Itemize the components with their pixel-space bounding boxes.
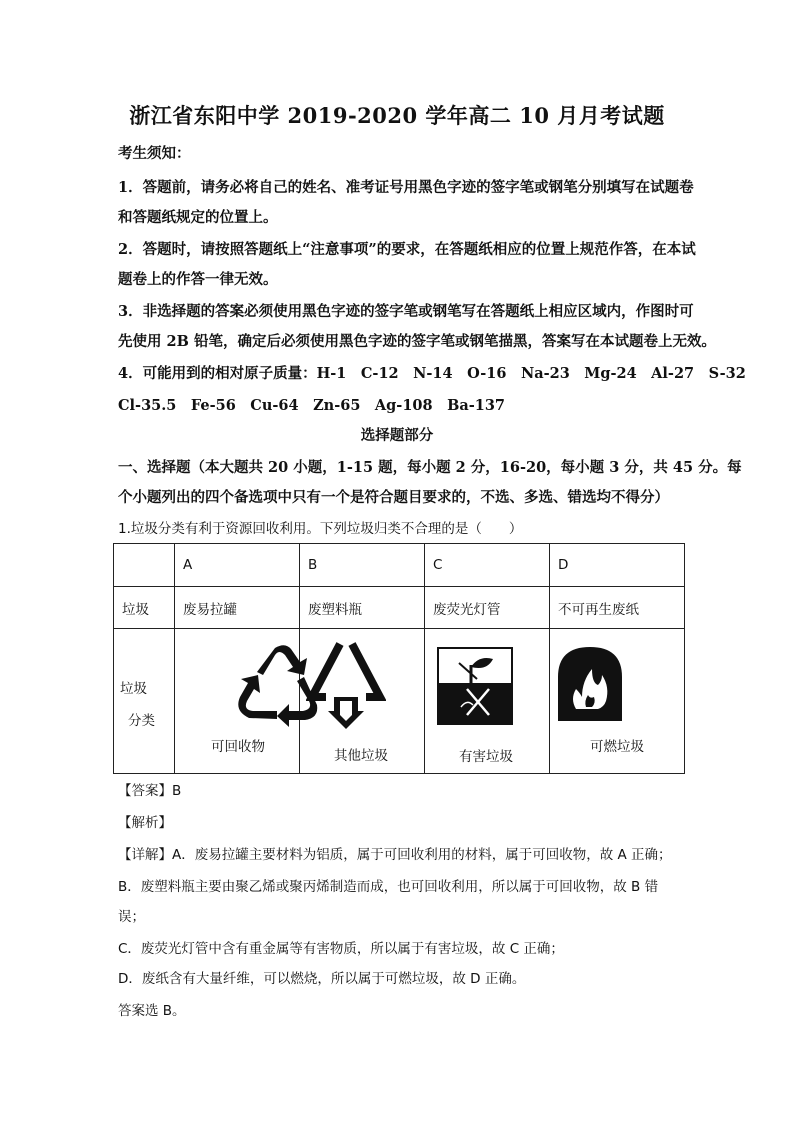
flammable-waste-icon — [558, 647, 622, 725]
notice-line: 1．答题前，请务必将自己的姓名、准考证号用黑色字迹的签字笔或钢笔分别填写在试题卷 — [118, 179, 694, 196]
analysis-line: C．废荧光灯管中含有重金属等有害物质，所以属于有害垃圾，故 C 正确； — [118, 941, 564, 957]
part-one-line: 个小题列出的四个备选项中只有一个是符合题目要求的，不选、多选、错选均不得分） — [118, 489, 669, 506]
notice-line: 4．可能用到的相对原子质量：H-1 C-12 N-14 O-16 Na-23 Mg-24 Al-27 S-32 — [118, 365, 746, 382]
row-label: 垃圾 — [120, 681, 147, 697]
option-header: D — [550, 544, 685, 587]
analysis-line: 误； — [118, 909, 145, 925]
option-header: A — [175, 544, 300, 587]
waste-classification-table — [113, 543, 685, 774]
notice-line: 2．答题时，请按照答题纸上“注意事项”的要求，在答题纸相应的位置上规范作答，在本试 — [118, 241, 696, 258]
category-cell — [175, 629, 300, 774]
notice-line: 和答题纸规定的位置上。 — [118, 209, 278, 226]
category-cell — [300, 629, 425, 774]
table-cell — [114, 544, 175, 587]
notice-line: 题卷上的作答一律无效。 — [118, 271, 278, 288]
waste-item: 废易拉罐 — [175, 587, 300, 629]
waste-item: 不可再生废纸 — [550, 587, 685, 629]
row-label: 分类 — [128, 713, 155, 729]
analysis-line: 【详解】A．废易拉罐主要材料为铝质，属于可回收利用的材料，属于可回收物，故 A 正确； — [118, 847, 672, 863]
row-label-cell — [114, 629, 175, 774]
part-one-line: 一、选择题（本大题共 20 小题，1-15 题，每小题 2 分，16-20，每小题 3 分，共 45 分。每 — [118, 459, 742, 476]
notice-heading: 考生须知： — [118, 145, 191, 162]
category-label: 其他垃圾 — [334, 748, 388, 764]
option-header: C — [425, 544, 550, 587]
analysis-heading: 【解析】 — [118, 815, 172, 831]
analysis-line: 答案选 B。 — [118, 1003, 186, 1019]
hazardous-waste-icon — [437, 647, 513, 729]
section-title: 选择题部分 — [360, 427, 434, 444]
analysis-line: B．废塑料瓶主要由聚乙烯或聚丙烯制造而成，也可回收利用，所以属于可回收物，故 B 错 — [118, 879, 659, 895]
analysis-line: D．废纸含有大量纤维，可以燃烧，所以属于可燃垃圾，故 D 正确。 — [118, 971, 526, 987]
category-label: 有害垃圾 — [459, 749, 513, 765]
notice-line: Cl-35.5 Fe-56 Cu-64 Zn-65 Ag-108 Ba-137 — [118, 397, 506, 414]
option-header: B — [300, 544, 425, 587]
row-label: 垃圾 — [114, 587, 175, 629]
page-title: 浙江省东阳中学 2019-2020 学年高二 10 月月考试题 — [129, 103, 665, 128]
category-label: 可燃垃圾 — [590, 739, 644, 755]
answer-line: 【答案】B — [118, 783, 182, 799]
category-cell — [550, 629, 685, 774]
question-text: 1.垃圾分类有利于资源回收利用。下列垃圾归类不合理的是（ ） — [118, 521, 523, 537]
other-waste-icon — [306, 639, 386, 735]
waste-item: 废塑料瓶 — [300, 587, 425, 629]
category-label: 可回收物 — [211, 739, 265, 755]
waste-item: 废荧光灯管 — [425, 587, 550, 629]
notice-line: 先使用 2B 铅笔，确定后必须使用黑色字迹的签字笔或钢笔描黑，答案写在本试题卷上无效。 — [118, 333, 716, 350]
category-cell — [425, 629, 550, 774]
notice-line: 3．非选择题的答案必须使用黑色字迹的签字笔或钢笔写在答题纸上相应区域内，作图时可 — [118, 303, 694, 320]
